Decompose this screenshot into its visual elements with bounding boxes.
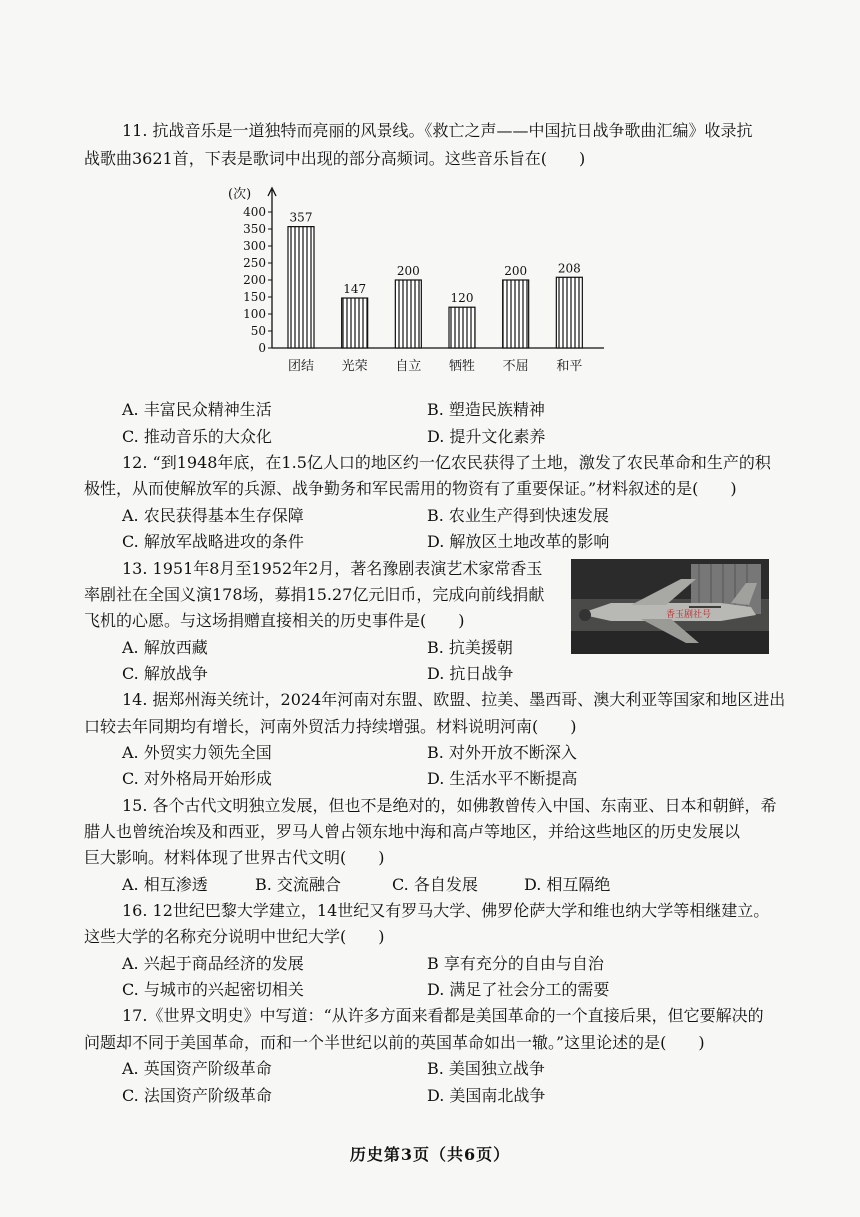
- q13-option-a[interactable]: A. 解放西藏: [122, 638, 208, 657]
- q13-option-d[interactable]: D. 抗日战争: [427, 664, 514, 683]
- q11-bar-chart: [222, 184, 612, 379]
- q13-option-b[interactable]: B. 抗美援朝: [427, 638, 513, 657]
- y-tick-label: 0: [258, 341, 266, 355]
- q12-option-a[interactable]: A. 农民获得基本生存保障: [122, 506, 304, 525]
- q16-option-b[interactable]: B 享有充分的自由与自治: [427, 954, 604, 973]
- q11-option-c[interactable]: C. 推动音乐的大众化: [122, 427, 272, 446]
- q17-stem-line1: 17.《世界文明史》中写道：“从许多方面来看都是美国革命的一个直接后果，但它要解决的: [122, 1006, 764, 1025]
- bar-5: [556, 277, 582, 348]
- x-category-label: 自立: [395, 359, 422, 374]
- q12-option-c[interactable]: C. 解放军战略进攻的条件: [122, 532, 304, 551]
- q14-option-c[interactable]: C. 对外格局开始形成: [122, 769, 272, 788]
- bar-4: [503, 280, 529, 348]
- q11-stem-line2: 战歌曲3621首，下表是歌词中出现的部分高频词。这些音乐旨在( ): [84, 149, 586, 168]
- y-tick-label: 300: [243, 239, 266, 253]
- q16-option-c[interactable]: C. 与城市的兴起密切相关: [122, 980, 304, 999]
- y-tick-label: 150: [243, 290, 266, 304]
- q13-fighter-jet-photo: [571, 559, 769, 654]
- q16-option-a[interactable]: A. 兴起于商品经济的发展: [122, 954, 304, 973]
- x-category-label: 团结: [287, 359, 315, 374]
- q11-stem-line1: 11. 抗战音乐是一道独特而亮丽的风景线。《救亡之声——中国抗日战争歌曲汇编》收录抗: [122, 121, 753, 140]
- q12-option-b[interactable]: B. 农业生产得到快速发展: [427, 506, 609, 525]
- y-tick-label: 250: [243, 256, 266, 270]
- y-tick-label: 400: [243, 205, 266, 219]
- bar-1: [342, 298, 368, 348]
- q14-stem-line2: 口较去年同期均有增长，河南外贸活力持续增强。材料说明河南( ): [84, 717, 577, 736]
- y-axis-unit-label: (次): [228, 187, 252, 202]
- q17-option-b[interactable]: B. 美国独立战争: [427, 1059, 545, 1078]
- q16-stem-line2: 这些大学的名称充分说明中世纪大学( ): [84, 927, 385, 946]
- q14-option-b[interactable]: B. 对外开放不断深入: [427, 743, 577, 762]
- page-footer: 历史第3页（共6页）: [349, 1145, 511, 1164]
- q13-option-c[interactable]: C. 解放战争: [122, 664, 208, 683]
- q15-stem-line3: 巨大影响。材料体现了世界古代文明( ): [84, 848, 385, 867]
- q11-option-b[interactable]: B. 塑造民族精神: [427, 400, 545, 419]
- bar-value-label: 147: [343, 282, 367, 297]
- y-tick-label: 100: [243, 307, 266, 321]
- y-tick-label: 200: [243, 273, 266, 287]
- bar-2: [395, 280, 421, 348]
- q12-stem-line1: 12. “到1948年底，在1.5亿人口的地区约一亿农民获得了土地，激发了农民革命和生产的积: [122, 453, 771, 472]
- bar-value-label: 208: [557, 261, 581, 276]
- q15-option-d[interactable]: D. 相互隔绝: [524, 875, 611, 894]
- q15-option-c[interactable]: C. 各自发展: [392, 875, 478, 894]
- q17-option-a[interactable]: A. 英国资产阶级革命: [122, 1059, 272, 1078]
- q11-option-a[interactable]: A. 丰富民众精神生活: [122, 400, 272, 419]
- y-tick-label: 350: [243, 222, 266, 236]
- q17-option-c[interactable]: C. 法国资产阶级革命: [122, 1086, 272, 1105]
- y-tick-label: 50: [250, 324, 266, 338]
- q15-option-a[interactable]: A. 相互渗透: [122, 875, 208, 894]
- bar-value-label: 357: [289, 210, 313, 225]
- q13-stem-line1: 13. 1951年8月至1952年2月，著名豫剧表演艺术家常香玉: [122, 559, 543, 578]
- bar-value-label: 200: [396, 264, 420, 278]
- q15-option-b[interactable]: B. 交流融合: [255, 875, 341, 894]
- q15-stem-line1: 15. 各个古代文明独立发展，但也不是绝对的，如佛教曾传入中国、东南亚、日本和朝鲜，希: [122, 796, 777, 815]
- q16-stem-line1: 16. 12世纪巴黎大学建立，14世纪又有罗马大学、佛罗伦萨大学和维也纳大学等相继建立。: [122, 901, 770, 920]
- q16-option-d[interactable]: D. 满足了社会分工的需要: [427, 980, 610, 999]
- x-category-label: 和平: [556, 359, 583, 374]
- q14-option-d[interactable]: D. 生活水平不断提高: [427, 769, 578, 788]
- q13-stem-line3: 飞机的心愿。与这场捐赠直接相关的历史事件是( ): [84, 611, 465, 630]
- q14-stem-line1: 14. 据郑州海关统计，2024年河南对东盟、欧盟、拉美、墨西哥、澳大利亚等国家和地区进出: [122, 690, 786, 709]
- x-category-label: 牺牲: [448, 359, 476, 374]
- bar-0: [288, 227, 314, 348]
- q13-photo-inscription: 香玉剧社号: [666, 610, 712, 620]
- bar-value-label: 200: [504, 264, 528, 278]
- x-category-label: 光荣: [341, 359, 368, 374]
- x-category-label: 不屈: [502, 359, 529, 374]
- q17-stem-line2: 问题却不同于美国革命，而和一个半世纪以前的英国革命如出一辙。”这里论述的是( ): [84, 1033, 705, 1052]
- q14-option-a[interactable]: A. 外贸实力领先全国: [122, 743, 272, 762]
- q12-option-d[interactable]: D. 解放区土地改革的影响: [427, 532, 610, 551]
- bar-value-label: 120: [450, 291, 474, 306]
- q12-stem-line2: 极性，从而使解放军的兵源、战争勤务和军民需用的物资有了重要保证。”材料叙述的是( ): [84, 479, 737, 498]
- q11-option-d[interactable]: D. 提升文化素养: [427, 427, 546, 446]
- q17-option-d[interactable]: D. 美国南北战争: [427, 1086, 546, 1105]
- q13-stem-line2: 率剧社在全国义演178场，募捐15.27亿元旧币，完成向前线捐献: [84, 585, 545, 604]
- q15-stem-line2: 腊人也曾统治埃及和西亚，罗马人曾占领东地中海和高卢等地区，并给这些地区的历史发展以: [84, 822, 741, 841]
- bar-3: [449, 307, 475, 348]
